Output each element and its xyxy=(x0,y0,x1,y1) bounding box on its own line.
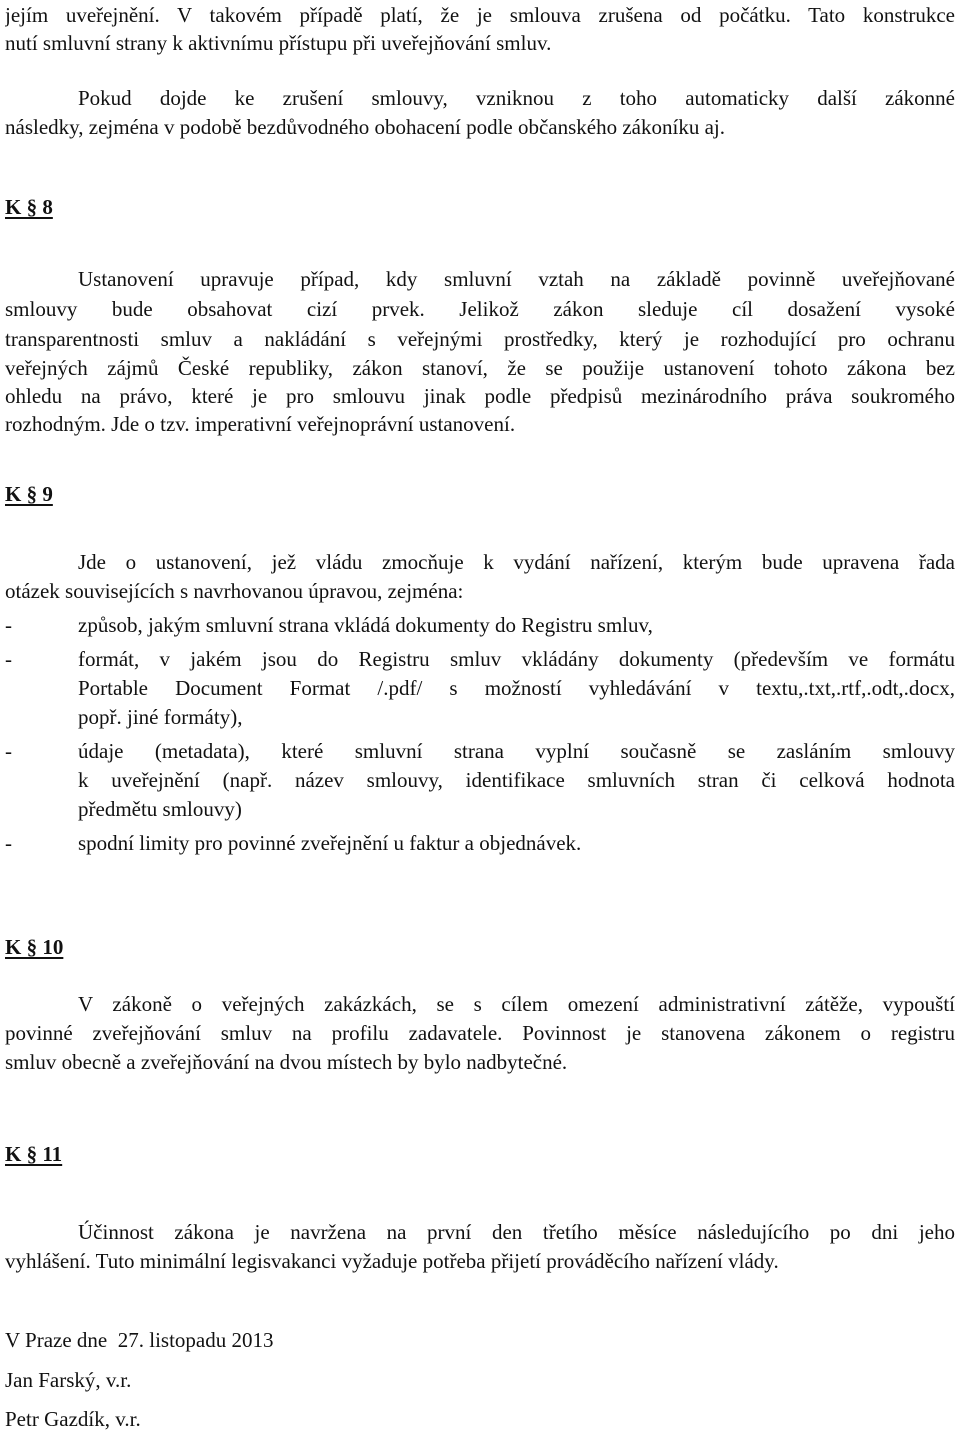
paragraph-line: Jde o ustanovení, jež vládu zmocňuje k vydání nařízení, kterým bude upravena řada xyxy=(78,550,955,574)
list-item-continuation xyxy=(5,674,955,702)
list-item xyxy=(5,737,955,765)
paragraph-line: smluv obecně a zveřejňování na dvou místech by bylo nadbytečné. xyxy=(5,1050,568,1074)
paragraph-line: povinné zveřejňování smluv na profilu zadavatele. Povinnost je stanovena zákonem o registru xyxy=(5,1021,955,1045)
list-item xyxy=(5,829,955,857)
paragraph-line: vyhlášení. Tuto minimální legisvakanci vyžaduje potřeba přijetí prováděcího nařízení vlády. xyxy=(5,1249,779,1273)
signer-name: Petr Gazdík, v.r. xyxy=(5,1407,141,1431)
paragraph-line: V zákoně o veřejných zakázkách, se s cílem omezení administrativní zátěže, vypouští xyxy=(78,992,955,1016)
signer-name: Jan Farský, v.r. xyxy=(5,1368,132,1392)
place-and-date: V Praze dne 27. listopadu 2013 xyxy=(5,1328,274,1352)
section-heading-10: K § 10 xyxy=(5,935,64,959)
list-item-text: popř. jiné formáty), xyxy=(78,705,243,729)
list-item-text: spodní limity pro povinné zveřejnění u faktur a objednávek. xyxy=(78,831,582,855)
list-item-text: údaje (metadata), které smluvní strana vyplní současně se zasláním smlouvy xyxy=(78,739,955,763)
paragraph-line: smlouvy bude obsahovat cizí prvek. Jelikož zákon sleduje cíl dosažení vysoké xyxy=(5,297,955,321)
list-item-text: formát, v jakém jsou do Registru smluv vkládány dokumenty (především ve formátu xyxy=(78,647,955,671)
list-item-text: způsob, jakým smluvní strana vkládá dokumenty do Registru smluv, xyxy=(78,613,653,637)
list-bullet-dash: - xyxy=(5,613,12,637)
section-heading-11: K § 11 xyxy=(5,1142,63,1166)
paragraph-line: rozhodným. Jde o tzv. imperativní veřejnoprávní ustanovení. xyxy=(5,412,516,436)
paragraph-line: Ustanovení upravuje případ, kdy smluvní vztah na základě povinně uveřejňované xyxy=(78,267,955,291)
paragraph-line: transparentnosti smluv a nakládání s veřejnými prostředky, který je rozhodující pro ochranu xyxy=(5,327,955,351)
paragraph-line: Pokud dojde ke zrušení smlouvy, vzniknou z toho automaticky další zákonné xyxy=(78,86,955,110)
paragraph-line: jejím uveřejnění. V takovém případě platí, že je smlouva zrušena od počátku. Tato konstrukce xyxy=(5,3,955,27)
section-heading-8: K § 8 xyxy=(5,195,53,219)
list-item-text: k uveřejnění (např. název smlouvy, identifikace smluvních stran či celková hodnota xyxy=(78,768,955,792)
list-bullet-dash: - xyxy=(5,831,12,855)
list-item-continuation xyxy=(5,795,955,823)
list-item xyxy=(5,611,955,639)
section-heading-9: K § 9 xyxy=(5,482,53,506)
paragraph-line: ohledu na právo, které je pro smlouvu jinak podle předpisů mezinárodního práva soukromého xyxy=(5,384,955,408)
paragraph-line: veřejných zájmů České republiky, zákon stanoví, že se použije ustanovení tohoto zákona bez xyxy=(5,356,955,380)
list-item-continuation xyxy=(5,766,955,794)
list-bullet-dash: - xyxy=(5,647,12,671)
list-item-text: Portable Document Format /.pdf/ s možností vyhledávání v textu,.txt,.rtf,.odt,.docx, xyxy=(78,676,955,700)
paragraph-line: následky, zejména v podobě bezdůvodného obohacení podle občanského zákoníku aj. xyxy=(5,115,725,139)
paragraph-line: otázek souvisejících s navrhovanou úpravou, zejména: xyxy=(5,579,464,603)
paragraph-line: nutí smluvní strany k aktivnímu přístupu při uveřejňování smluv. xyxy=(5,31,552,55)
list-item-text: předmětu smlouvy) xyxy=(78,797,242,821)
list-item xyxy=(5,645,955,673)
list-item-continuation xyxy=(5,703,955,731)
paragraph-line: Účinnost zákona je navržena na první den třetího měsíce následujícího po dni jeho xyxy=(78,1220,955,1244)
list-bullet-dash: - xyxy=(5,739,12,763)
